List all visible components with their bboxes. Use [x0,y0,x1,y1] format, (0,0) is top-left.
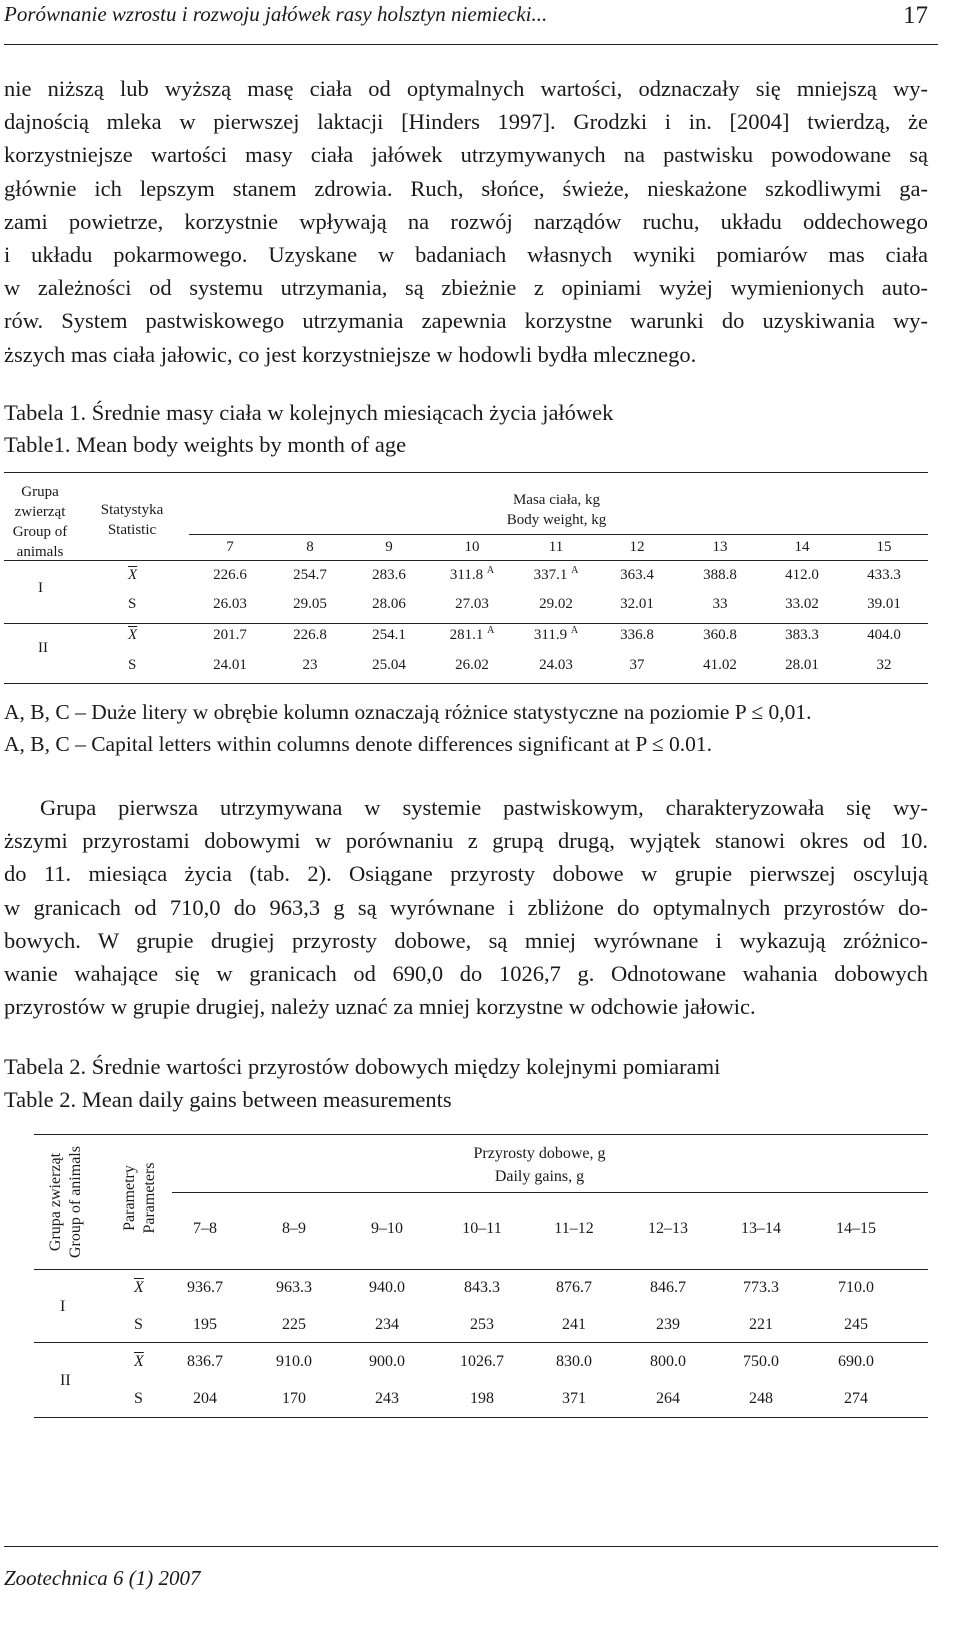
table2-param-header-line: Parameters [141,1162,158,1234]
table1-cell [293,627,327,644]
paragraph-line: zami powietrze, korzystnie wpływają na rozwój narządów ruchu, układu oddechowego [4,208,928,234]
table2-group-header-line: Grupa zwierząt [47,1152,64,1252]
table2-cell: 248 [749,1390,773,1407]
table1-cell [372,567,406,584]
table1-month-header: 11 [548,539,564,555]
table1-cell [539,596,573,613]
table2 [4,1128,928,1418]
table1-cell-superscript: A [487,625,495,636]
table1-cell [372,627,406,644]
paragraph-line: głównie ich lepszym stanem zdrowia. Ruch, słońce, świeże, nieskażone szkodliwymi ga- [4,175,928,201]
table2-bottom-rule [34,1417,928,1418]
table1-cell [703,627,737,644]
table1-cell-value: 29.05 [293,596,327,612]
table2-group-label: I [60,1298,66,1315]
table1-cell-value: 283.6 [372,567,406,583]
table1-month-header: 9 [385,539,393,555]
table1-cell-value: 32.01 [620,596,654,612]
table1-cell-value: 336.8 [620,627,654,643]
paragraph-line: do 11. miesiąca życia (tab. 2). Osiągane przyrosty dobowe w grupie pierwszej oscylują [4,861,928,887]
table2-cell: 225 [282,1316,306,1333]
table2-cell: 773.3 [743,1279,779,1296]
table2-cell: 936.7 [187,1279,223,1296]
table2-period-header: 9–10 [371,1220,403,1237]
table1-cell-value: 360.8 [703,627,737,643]
table2-cell: 221 [749,1316,773,1333]
table2-stat-label: S [134,1390,143,1407]
table1-month-header: 13 [712,539,728,555]
table2-stat-label: S [134,1316,143,1333]
table2-cell: 800.0 [650,1353,686,1370]
table2-top-rule [34,1134,928,1135]
table1-cell-value: 281.1 [449,627,484,643]
table1-top-rule [4,472,928,473]
table1-stat-label: S [128,657,137,673]
table1-cell [867,627,901,644]
table1-cell-value: 337.1 [533,567,568,583]
paragraph-line: i układu pokarmowego. Uzyskane w badaniach własnych wyniki pomiarów mas ciała [4,241,928,267]
table1-cell [450,567,494,584]
paragraph-line: dajnością mleka w pierwszej laktacji [Hinders 1997]. Grodzki i in. [2004] twierdzą, że [4,109,928,135]
paragraph-line: w zależności od systemu utrzymania, są zbieżnie z opiniami wyżej wymienionych auto- [4,275,928,301]
table1-month-header: 10 [464,539,480,555]
table1-cell-value: 32 [876,657,892,673]
table1-cell [213,567,247,584]
table2-cell: 836.7 [187,1353,223,1370]
table1-cell [620,596,654,613]
paragraph-line: ższych mas ciała jałowic, co jest korzystniejsze w hodowli bydła mlecznego. [4,341,697,367]
table2-cell: 170 [282,1390,306,1407]
table2-cell: 243 [375,1390,399,1407]
table1-group-rule [4,623,928,624]
table2-span-header [172,1142,907,1188]
table2-param-header [120,1158,160,1238]
table1-stat-label: $\overline{X}$ [128,567,138,583]
paragraph-line: ższymi przyrostami dobowymi w porównaniu z grupą drugą, wyjątek stanowi okres od 10. [4,828,928,854]
table2-cell: 241 [562,1316,586,1333]
table1-cell [213,657,247,674]
table2-period-header: 12–13 [648,1220,688,1237]
table2-cell: 830.0 [556,1353,592,1370]
table2-cell: 245 [844,1316,868,1333]
table1-cell-value: 23 [302,657,318,673]
journal-footer: Zootechnica 6 (1) 2007 [4,1566,201,1590]
table1-group-header [4,482,76,562]
table1-cell [372,596,406,613]
table2-caption-pl: Tabela 2. Średnie wartości przyrostów dobowych między kolejnymi pomiarami [4,1054,721,1079]
table1-bottom-rule [4,683,928,684]
table2-cell: 876.7 [556,1279,592,1296]
paragraph-line: w granicach od 710,0 do 963,3 g są wyrównane i zbliżone do optymalnych przyrostów do- [4,894,928,920]
table1-cell-value: 311.8 [449,567,484,583]
table1-month-header: 7 [226,539,234,555]
table1-month-header: 8 [306,539,314,555]
table2-cell: 264 [656,1390,680,1407]
table2-cell: 900.0 [369,1353,405,1370]
table1-cell [213,596,247,613]
table2-cell: 198 [470,1390,494,1407]
table1-cell [713,596,728,613]
table1-cell-value: 412.0 [785,567,819,583]
table2-caption-en: Table 2. Mean daily gains between measurements [4,1087,452,1112]
table1-stat-header-line: Statistic [107,522,157,538]
table1-cell-value: 24.01 [213,657,247,673]
table1-cell-value: 37 [629,657,645,673]
footer-rule [4,1546,938,1547]
table1-cell-value: 28.06 [372,596,406,612]
table1-cell-value: 26.02 [455,657,489,673]
table2-span-header-line: Przyrosty dobowe, g [473,1145,606,1162]
table2-header-rule [34,1269,928,1270]
table1-cell [630,657,645,674]
body-paragraph-2 [4,791,928,1023]
table1-group-header-line: animals [16,544,64,560]
table2-period-header: 11–12 [554,1220,594,1237]
table1-cell [867,567,901,584]
table1-cell-superscript: A [571,565,579,576]
table1-cell [539,657,573,674]
table1-cell [877,657,892,674]
table1-month-header: 15 [876,539,892,555]
table1-note-pl: A, B, C – Duże litery w obrębie kolumn oznaczają różnice statystyczne na poziomie P ≤ 0,01. [4,700,812,724]
table1-group-label: II [38,640,48,656]
table1-cell [620,627,654,644]
table1-stat-header-line: Statystyka [100,502,164,518]
table2-cell: 204 [193,1390,217,1407]
table1-caption-pl: Tabela 1. Średnie masy ciała w kolejnych miesiącach życia jałówek [4,400,614,425]
table1-cell [620,567,654,584]
table2-cell: 846.7 [650,1279,686,1296]
table2-param-header-line: Parametry [121,1165,138,1231]
table1-stat-header [86,500,178,540]
table1-cell [785,596,819,613]
table1-stat-label: S [128,596,137,612]
table2-group-header [46,1138,86,1266]
table1-cell-value: 254.1 [372,627,406,643]
table1-group-header-line: Grupa [21,484,59,500]
table1-group-header-line: Group of [12,524,68,540]
table1-note-en: A, B, C – Capital letters within columns denote differences significant at P ≤ 0.01. [4,732,713,756]
table1-cell-value: 41.02 [703,657,737,673]
table1-group-label: I [38,580,43,596]
table2-cell: 234 [375,1316,399,1333]
table2-cell: 843.3 [464,1279,500,1296]
table1-cell-value: 254.7 [293,567,327,583]
table1-cell [703,657,737,674]
table1-cell-superscript: A [570,625,579,636]
table2-period-header: 8–9 [282,1220,306,1237]
table1-cell-value: 24.03 [539,657,573,673]
paragraph-line: wanie wahające się w granicach od 690,0 do 1026,7 g. Odnotowane wahania dobowych [4,960,928,986]
table2-cell: 253 [470,1316,494,1333]
table1-caption-en: Table1. Mean body weights by month of age [4,432,407,457]
table2-cell: 750.0 [743,1353,779,1370]
table1-cell-superscript: A [486,565,495,576]
table2-group-label: II [60,1372,71,1389]
table1-cell-value: 33.02 [785,596,819,612]
table2-period-header: 10–11 [462,1220,502,1237]
paragraph-line: nie niższą lub wyższą masę ciała od optymalnych wartości, odznaczały się mniejszą wy- [4,76,928,101]
table1-cell-value: 388.8 [703,567,737,583]
table1-cell [534,567,579,584]
paragraph-line: przyrostów w grupie drugiej, należy uznać za mniej korzystne w odchowie jałowic. [4,994,756,1020]
table1-cell [303,657,318,674]
table1-cell [785,657,819,674]
table2-span-rule [172,1192,928,1193]
table2-group-header-line: Group of animals [67,1146,84,1258]
table1-cell-value: 226.8 [293,627,327,643]
table2-cell: 1026.7 [460,1353,504,1370]
table1-cell [213,627,247,644]
header-rule [4,44,938,45]
table2-period-header: 14–15 [836,1220,876,1237]
table2-span-header-line: Daily gains, g [494,1168,585,1185]
table1-stat-label: $\overline{X}$ [128,627,138,643]
page-number: 17 [903,2,928,29]
table1-span-header-line: Masa ciała, kg [512,492,601,508]
table2-cell: 690.0 [838,1353,874,1370]
table2-stat-label: $\overline{X}$ [134,1279,144,1296]
table1-group-header-line: zwierząt [14,504,66,520]
table1-month-header: 12 [629,539,645,555]
table1-cell-value: 29.02 [539,596,573,612]
table2-group-rule [34,1342,928,1343]
table1-cell-value: 383.3 [785,627,819,643]
table1-cell-value: 201.7 [213,627,247,643]
table2-cell: 940.0 [369,1279,405,1296]
table1-cell-value: 226.6 [213,567,247,583]
table1-cell-value: 363.4 [620,567,654,583]
table1-cell [785,627,819,644]
table2-cell: 963.3 [276,1279,312,1296]
table1-cell-value: 433.3 [867,567,901,583]
paragraph-line: Grupa pierwsza utrzymywana w systemie pastwiskowym, charakteryzowała się wy- [40,795,928,820]
table2-cell: 710.0 [838,1279,874,1296]
table1-cell [534,627,578,644]
table2-cell: 274 [844,1390,868,1407]
paragraph-line: rów. System pastwiskowego utrzymania zapewnia korzystne warunki do uzyskiwania wy- [4,308,928,334]
table1-cell [455,657,489,674]
table1-cell-value: 39.01 [867,596,901,612]
body-paragraph-1 [4,72,928,371]
table2-cell: 195 [193,1316,217,1333]
table1-span-header-line: Body weight, kg [506,512,607,528]
table1-cell-value: 404.0 [867,627,901,643]
paragraph-line: bowych. W grupie drugiej przyrosty dobowe, są mniej wyrównane i wykazują zróżnico- [4,927,928,953]
table1-cell [455,596,489,613]
table2-cell: 239 [656,1316,680,1333]
table2-period-header: 13–14 [741,1220,781,1237]
table2-cell: 371 [562,1390,586,1407]
table1-cell [867,596,901,613]
table1-cell [293,596,327,613]
table1-cell-value: 26.03 [213,596,247,612]
paragraph-line: korzystniejsze wartości masy ciała jałówek utrzymywanych na pastwisku powodowane są [4,142,928,168]
table1-header-rule [4,560,928,561]
table1-cell [703,567,737,584]
table1-cell-value: 33 [712,596,728,612]
table1-span-rule [189,534,928,535]
table1-cell [450,627,495,644]
table1-month-header: 14 [794,539,810,555]
table2-cell: 910.0 [276,1353,312,1370]
table1-cell-value: 311.9 [533,627,568,643]
table1-span-header [189,490,924,530]
table1 [4,472,928,684]
table1-cell-value: 27.03 [455,596,489,612]
table2-stat-label: $\overline{X}$ [134,1353,144,1370]
table1-cell-value: 25.04 [372,657,406,673]
table1-cell-value: 28.01 [785,657,819,673]
running-title: Porównanie wzrostu i rozwoju jałówek rasy holsztyn niemiecki... [4,2,548,26]
table1-cell [785,567,819,584]
table2-period-header: 7–8 [193,1220,217,1237]
table1-cell [293,567,327,584]
table1-cell [372,657,406,674]
